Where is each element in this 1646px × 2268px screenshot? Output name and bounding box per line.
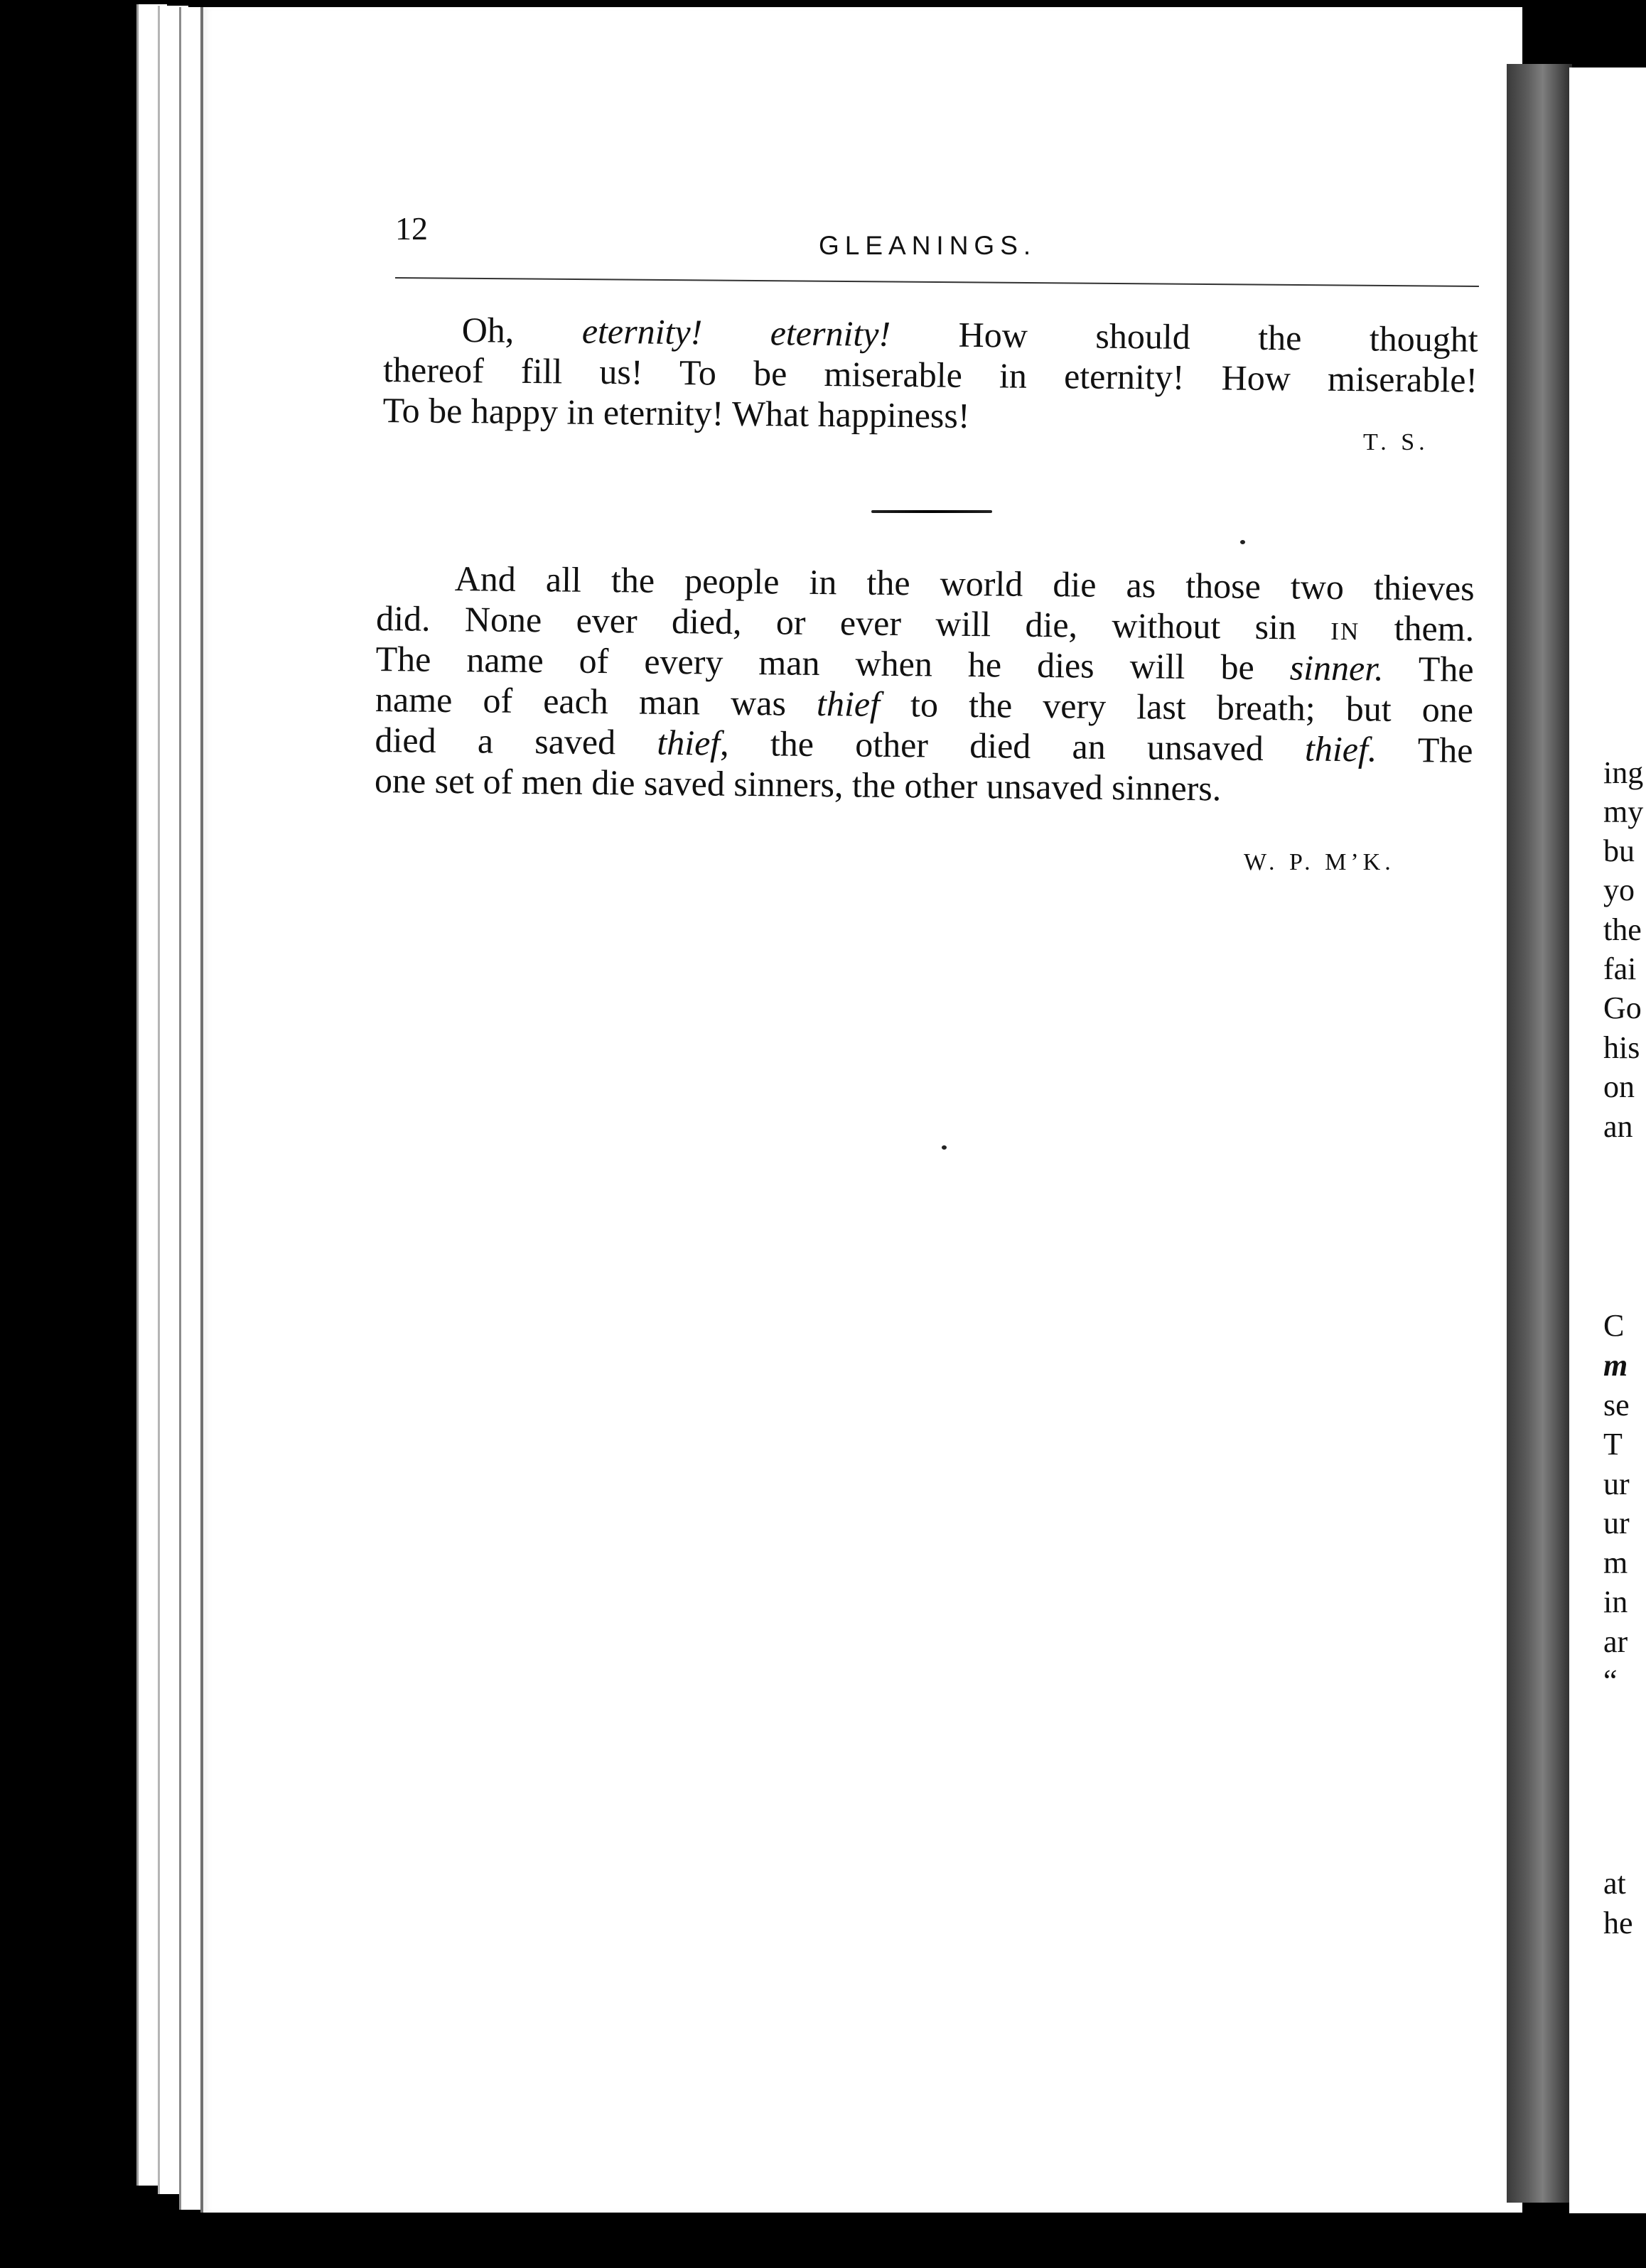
- facing-page-fragment: he: [1603, 1906, 1633, 1940]
- facing-page-fragment: m: [1603, 1545, 1628, 1580]
- passage-thieves: [375, 558, 1475, 811]
- facing-page-fragment: Go: [1603, 990, 1642, 1025]
- facing-page-fragment: at: [1603, 1866, 1626, 1901]
- page-number: 12: [395, 210, 428, 247]
- facing-page-fragment: in: [1603, 1584, 1628, 1619]
- print-speck: [1240, 540, 1245, 544]
- text-run: Oh,: [461, 310, 583, 351]
- text-line: thereof fill us! To be miserable in eternity! How miserable!: [382, 349, 1478, 400]
- facing-page-fragment: the: [1603, 912, 1642, 947]
- text-run: them.: [1360, 608, 1475, 649]
- facing-page-fragment: bu: [1603, 833, 1635, 868]
- passage-eternity: [382, 309, 1478, 441]
- italic-text: sinner.: [1289, 647, 1384, 688]
- text-run: died a saved: [375, 719, 657, 762]
- text-run: name of each man was: [375, 679, 817, 723]
- text-line: To be happy in eternity! What happiness!: [382, 389, 970, 436]
- small-caps-text: in: [1330, 607, 1360, 648]
- facing-page-fragment: m: [1603, 1348, 1628, 1383]
- facing-page-fragment: an: [1603, 1109, 1633, 1144]
- text-run: one set of men die saved sinners, the other unsaved sinners.: [374, 760, 1222, 809]
- facing-page-fragment: fai: [1603, 951, 1637, 986]
- italic-text: thief: [816, 683, 881, 724]
- facing-page-fragment: my: [1603, 794, 1644, 829]
- text-run: How should the thought: [890, 313, 1478, 360]
- text-run: , the other died an unsaved: [719, 723, 1306, 769]
- signature: W. P. M’K.: [1244, 849, 1395, 875]
- italic-text: eternity! eternity!: [581, 310, 891, 354]
- facing-page-fragment: ing: [1603, 755, 1644, 790]
- section-divider: [871, 510, 992, 513]
- text-run: did. None ever died, or ever will die, without sin: [375, 598, 1331, 647]
- facing-page-fragment: ur: [1603, 1467, 1630, 1501]
- italic-text: thief.: [1304, 728, 1377, 770]
- page-header: [395, 210, 1479, 260]
- facing-page-fragment: C: [1603, 1308, 1625, 1343]
- facing-page-fragment: se: [1603, 1388, 1630, 1422]
- facing-page-fragment: ur: [1603, 1506, 1630, 1540]
- text-run: The: [1383, 648, 1474, 689]
- running-head: GLEANINGS.: [819, 231, 1037, 260]
- print-speck: [942, 1145, 947, 1150]
- signature: T. S.: [1363, 429, 1429, 455]
- text-run: And all the people in the world die as those two thieves: [454, 558, 1475, 608]
- text-run: The: [1377, 729, 1473, 770]
- facing-page-fragment: ar: [1603, 1624, 1628, 1659]
- italic-text: thief: [657, 722, 721, 763]
- text-run: The name of every man when he dies will be: [375, 638, 1291, 688]
- book-gutter: [1507, 64, 1572, 2203]
- facing-page-fragment: his: [1603, 1030, 1640, 1065]
- facing-page: [1569, 68, 1646, 2213]
- facing-page-fragment: “: [1603, 1663, 1618, 1698]
- text-run: to the very last breath; but one: [879, 684, 1474, 730]
- facing-page-fragment: yo: [1603, 873, 1635, 907]
- facing-page-fragment: T: [1603, 1427, 1623, 1462]
- facing-page-fragment: on: [1603, 1069, 1635, 1104]
